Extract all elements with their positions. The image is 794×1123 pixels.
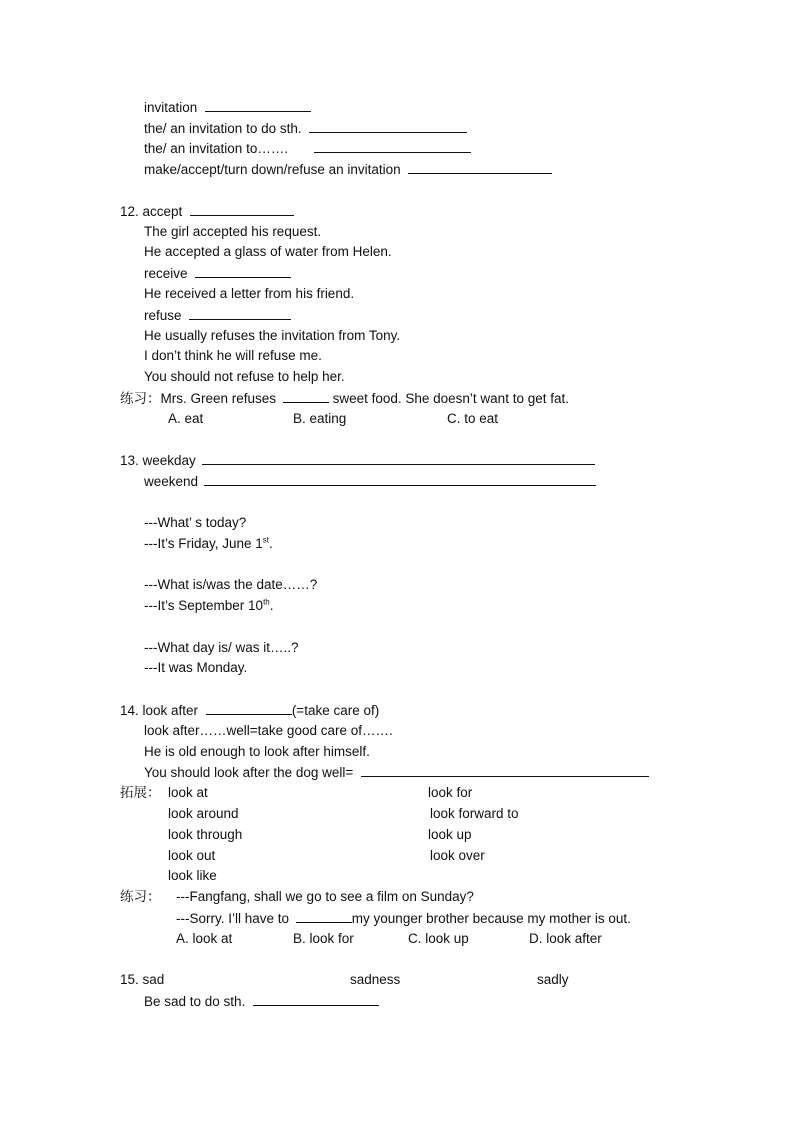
dialog-line: ---Fangfang, shall we go to see a film on Sunday? (176, 889, 474, 904)
dialog-line: ---It was Monday. (144, 660, 248, 675)
blank[interactable] (204, 473, 596, 486)
choice-c[interactable]: C. look up (408, 931, 469, 946)
line-weekend: weekend (144, 473, 596, 490)
line-look-after-well: You should look after the dog well= (144, 764, 649, 781)
blank[interactable] (189, 307, 291, 320)
example-sentence: He usually refuses the invitation from Tony. (144, 328, 401, 343)
phrase-look-through: look through (168, 827, 243, 842)
dialog-line: ---What is/was the date……? (144, 577, 318, 592)
phrase-look-over: look over (430, 848, 485, 863)
example-sentence: He received a letter from his friend. (144, 286, 355, 301)
choice-a[interactable]: A. eat (168, 411, 204, 426)
dialog-line: ---It’s September 10th. (144, 597, 274, 613)
phrase-look-up: look up (428, 827, 472, 842)
line-invitation: invitation (144, 99, 311, 116)
expansion-label: 拓展： (120, 785, 161, 800)
phrase-look-at: look at (168, 785, 208, 800)
line-make-accept: make/accept/turn down/refuse an invitation (144, 161, 552, 178)
phrase-look-around: look around (168, 806, 239, 821)
practice-label: 练习： (120, 391, 161, 406)
phrase-look-for: look for (428, 785, 473, 800)
dialog-line: ---What day is/ was it…..? (144, 640, 299, 655)
choice-a[interactable]: A. look at (176, 931, 233, 946)
phrase-look-like: look like (168, 868, 217, 883)
blank[interactable] (190, 203, 294, 216)
blank[interactable] (195, 265, 291, 278)
blank[interactable] (283, 390, 329, 403)
blank[interactable] (408, 161, 552, 174)
item-12-accept: 12. accept (120, 203, 294, 220)
example-sentence: You should not refuse to help her. (144, 369, 345, 384)
dialog-line: ---What’ s today? (144, 515, 247, 530)
blank[interactable] (314, 140, 471, 153)
choice-b[interactable]: B. look for (293, 931, 354, 946)
blank[interactable] (205, 99, 311, 112)
choice-d[interactable]: D. look after (529, 931, 602, 946)
choice-b[interactable]: B. eating (293, 411, 347, 426)
phrase-look-out: look out (168, 848, 216, 863)
choice-c[interactable]: C. to eat (447, 411, 499, 426)
practice-question: 练习：Mrs. Green refuses sweet food. She doesn’t want to get fat. (120, 391, 569, 406)
blank[interactable] (309, 120, 467, 133)
blank[interactable] (296, 910, 352, 923)
word-sadness: sadness (350, 972, 401, 987)
phrase-look-forward-to: look forward to (430, 806, 519, 821)
blank[interactable] (202, 452, 595, 465)
item-13-weekday: 13. weekday (120, 452, 595, 469)
dialog-line: ---Sorry. I’ll have to my younger brother because my mother is out. (176, 911, 631, 926)
example-sentence: The girl accepted his request. (144, 224, 322, 239)
blank[interactable] (361, 764, 649, 777)
word-sadly: sadly (537, 972, 569, 987)
line-invitation-to-do: the/ an invitation to do sth. (144, 120, 467, 137)
line-be-sad: Be sad to do sth. (144, 993, 379, 1010)
line-invitation-to: the/ an invitation to……. (144, 140, 471, 157)
item-14-look-after: 14. look after (=take care of) (120, 703, 380, 718)
item-15-sad: 15. sad (120, 972, 165, 987)
blank[interactable] (206, 702, 292, 715)
example-sentence: He is old enough to look after himself. (144, 744, 370, 759)
line-refuse: refuse (144, 307, 291, 324)
dialog-line: ---It’s Friday, June 1st. (144, 535, 273, 551)
practice-label: 练习： (120, 889, 161, 904)
example-sentence: He accepted a glass of water from Helen. (144, 244, 392, 259)
line-receive: receive (144, 265, 291, 282)
example-sentence: I don’t think he will refuse me. (144, 348, 322, 363)
example-sentence: look after……well=take good care of……. (144, 723, 393, 738)
blank[interactable] (253, 993, 379, 1006)
